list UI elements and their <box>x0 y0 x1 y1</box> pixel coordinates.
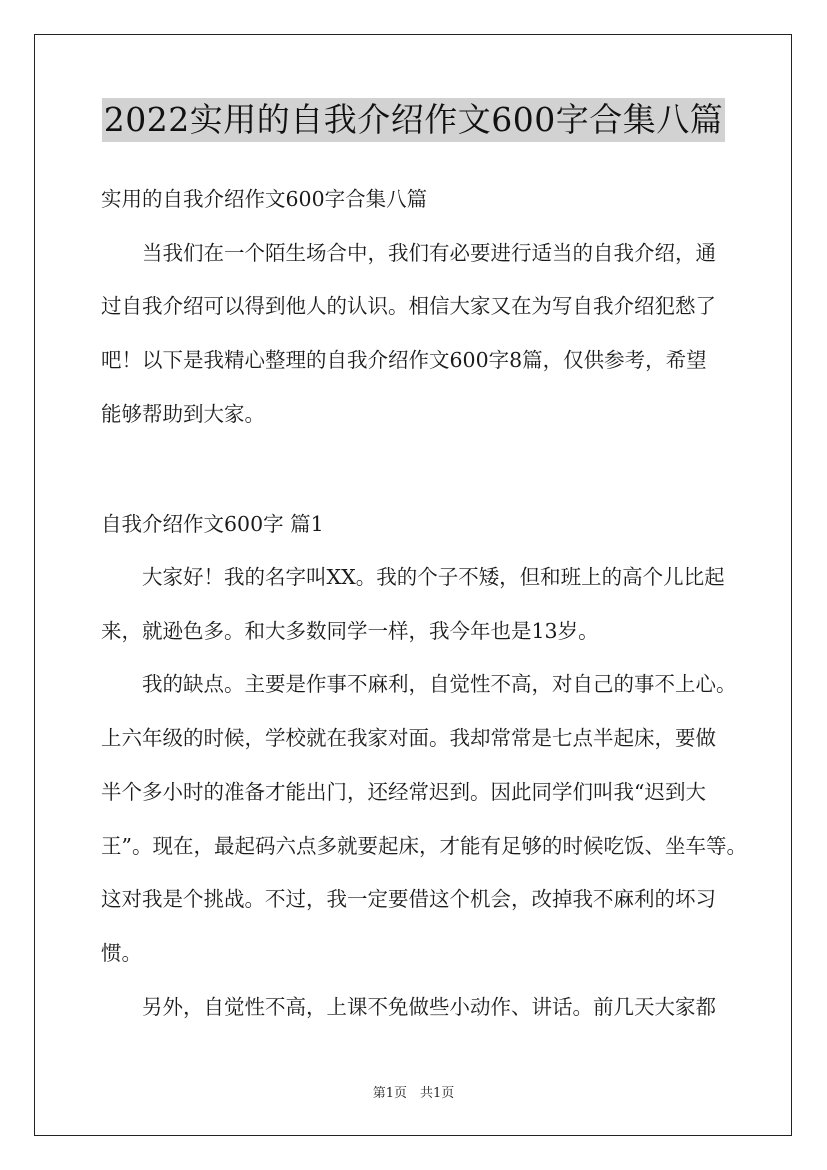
text-line: 这对我是个挑战。不过，我一定要借这个机会，改掉我不麻利的坏习 <box>101 887 716 911</box>
text-line: 自我介绍作文600字 篇1 <box>101 512 324 536</box>
text-line: 实用的自我介绍作文600字合集八篇 <box>101 187 428 211</box>
page-footer: 第1页 共1页 <box>372 1086 455 1101</box>
text-line: 我的缺点。主要是作事不麻利，自觉性不高，对自己的事不上心。 <box>101 672 737 696</box>
text-line: 另外，自觉性不高，上课不免做些小动作、讲话。前几天大家都 <box>101 995 716 1019</box>
document-title: 2022实用的自我介绍作文600字合集八篇 <box>102 98 725 142</box>
title-container <box>0 98 827 142</box>
text-line: 吧！以下是我精心整理的自我介绍作文600字8篇，仅供参考，希望 <box>101 348 707 372</box>
text-line: 能够帮助到大家。 <box>101 402 265 426</box>
text-line: 过自我介绍可以得到他人的认识。相信大家又在为写自我介绍犯愁了 <box>101 294 716 318</box>
text-line: 半个多小时的准备才能出门，还经常迟到。因此同学们叫我“迟到大 <box>101 780 706 804</box>
text-line: 大家好！我的名字叫XX。我的个子不矮，但和班上的高个儿比起 <box>101 565 725 589</box>
text-line: 来，就逊色多。和大多数同学一样，我今年也是13岁。 <box>101 619 599 643</box>
text-line: 当我们在一个陌生场合中，我们有必要进行适当的自我介绍，通 <box>101 241 716 265</box>
text-line: 惯。 <box>101 941 142 965</box>
text-line: 王”。现在，最起码六点多就要起床，才能有足够的时候吃饭、坐车等。 <box>101 834 747 858</box>
text-line: 上六年级的时候，学校就在我家对面。我却常常是七点半起床，要做 <box>101 726 716 750</box>
